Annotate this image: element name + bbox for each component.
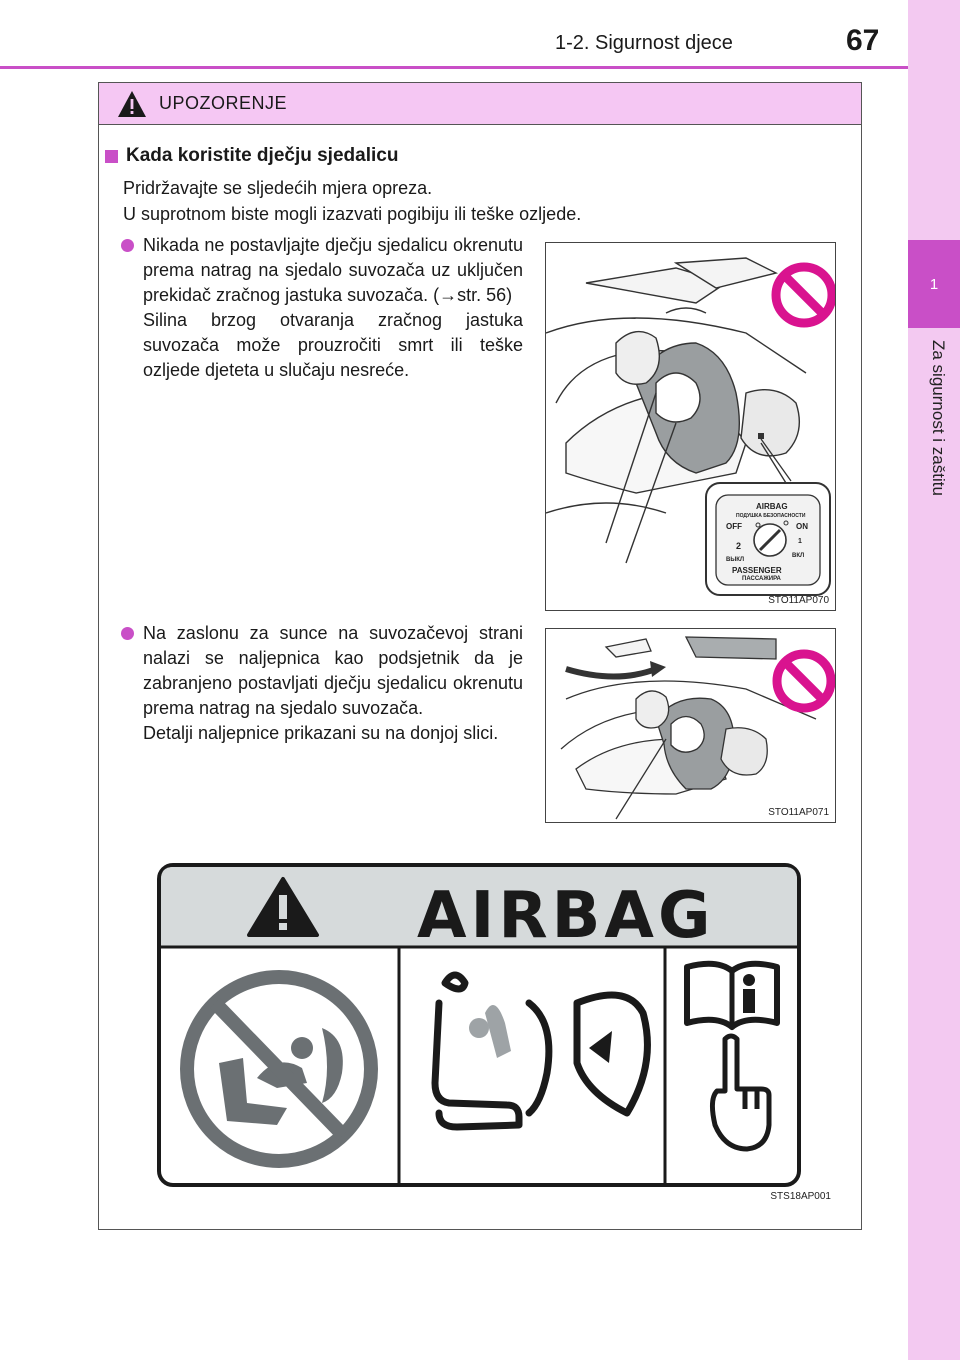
intro-line: Pridržavajte se sljedećih mjera opreza. xyxy=(123,178,433,198)
airbag-warning-label xyxy=(157,863,801,1187)
chapter-title: Za sigurnost i zaštitu xyxy=(929,340,948,496)
image-code: STO11AP071 xyxy=(768,807,829,818)
warning-heading xyxy=(105,145,398,167)
switch-label-passenger-ru: ПАССАЖИРА xyxy=(742,576,781,582)
switch-label-airbag-ru: ПОДУШКА БЕЗОПАСНОСТИ xyxy=(736,513,806,519)
bullet-line: Nikada ne postavljajte dječju sjedalicu okrenutu prema natrag na sjedalo suvozača uz uključen prekidač zračnog jastuka suvozača. (→str. 56) xyxy=(143,235,523,305)
bullet-line: Detalji naljepnice prikazani su na donjoj slici. xyxy=(143,723,499,743)
illustration-sun-visor-label xyxy=(545,628,836,823)
bullet-item xyxy=(123,621,523,746)
illustration-airbag-switch xyxy=(545,242,836,611)
sun-visor-car-illustration xyxy=(546,629,836,823)
warning-triangle-icon xyxy=(117,90,147,118)
heading-square-icon xyxy=(105,150,118,163)
switch-label-on-ru: ВКЛ xyxy=(792,553,805,559)
owners-manual-icon xyxy=(687,964,777,1027)
switch-label-off-ru: ВЫКЛ xyxy=(726,557,745,563)
switch-label-off: OFF xyxy=(726,522,742,531)
section-title: 1-2. Sigurnost djece xyxy=(555,32,733,54)
bullet-dot-icon xyxy=(121,627,134,640)
header-rule xyxy=(0,66,908,69)
chapter-number: 1 xyxy=(908,240,960,328)
switch-label-airbag: AIRBAG xyxy=(756,502,788,511)
warning-label: UPOZORENJE xyxy=(159,93,288,113)
prohibition-icon xyxy=(777,654,831,708)
switch-label-on: ON xyxy=(796,522,808,531)
warning-heading-text: Kada koristite dječju sjedalicu xyxy=(126,145,399,166)
prohibition-icon xyxy=(776,267,832,323)
warning-box xyxy=(98,82,862,1230)
car-interior-rear-facing-seat-illustration xyxy=(546,243,836,611)
page-number: 67 xyxy=(846,24,880,57)
warning-header xyxy=(99,83,861,125)
label-title: AIRBAG xyxy=(417,879,715,953)
bullet-dot-icon xyxy=(121,239,134,252)
label-image-code: STS18AP001 xyxy=(770,1191,831,1202)
bullet-line: Na zaslonu za sunce na suvozačevoj strani nalazi se naljepnica kao podsjetnik da je zabranjeno postavljati dječju sjedalicu okrenutu prema natrag na sjedalo suvozača. xyxy=(143,623,523,718)
side-tab xyxy=(908,0,960,1360)
switch-label-pos-1: 1 xyxy=(798,538,802,545)
switch-label-passenger: PASSENGER xyxy=(732,566,782,575)
bullet-line: Silina brzog otvaranja zračnog jastuka suvozača može prouzročiti smrt ili teške ozljede djeteta u slučaju nesreće. xyxy=(143,310,523,380)
intro-line: U suprotnom biste mogli izazvati pogibiju ili teške ozljede. xyxy=(123,204,582,224)
no-child-seat-icon xyxy=(187,977,371,1161)
bullet-item xyxy=(123,233,523,383)
image-code: STO11AP070 xyxy=(768,595,829,606)
switch-label-pos-2: 2 xyxy=(736,541,742,551)
warning-intro xyxy=(123,175,581,227)
